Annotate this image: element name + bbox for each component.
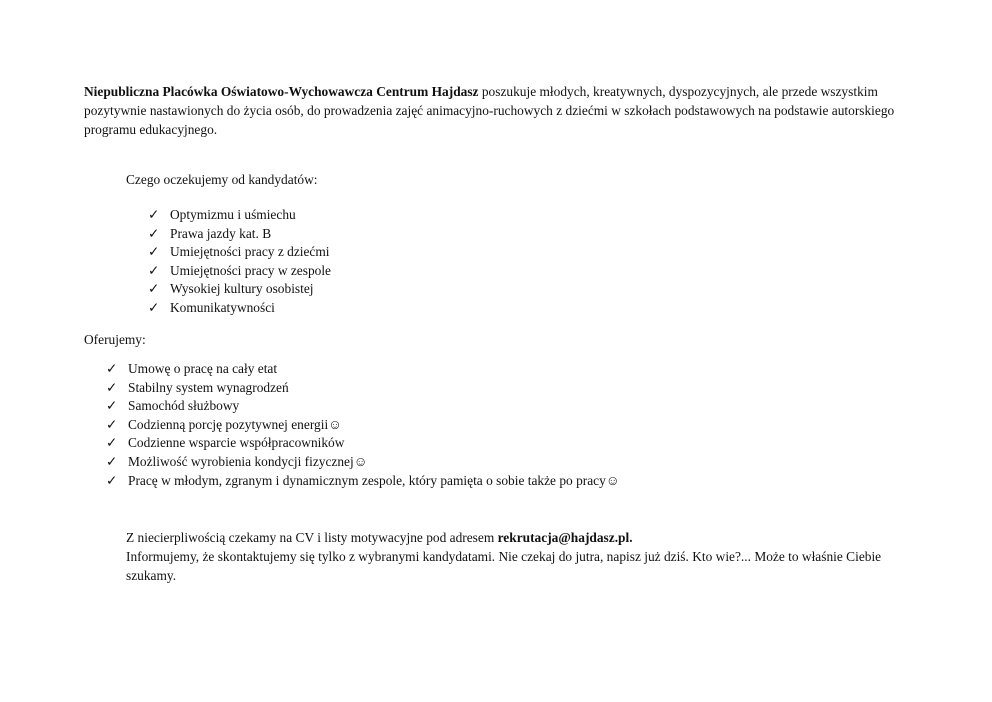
organization-name: Niepubliczna Placówka Oświatowo-Wychowawcza Centrum Hajdasz [84,84,479,99]
checkmark-icon: ✓ [148,225,160,241]
checkmark-icon: ✓ [106,435,118,451]
list-item-label: Umiejętności pracy w zespole [170,262,332,278]
list-item-label: Umiejętności pracy z dziećmi [170,244,330,260]
list-item-label: Komunikatywności [170,299,275,315]
list-item-label: Stabilny system wynagrodzeń [128,379,289,395]
list-item-label: Możliwość wyrobienia kondycji fizycznej☺ [128,453,368,469]
checkmark-icon: ✓ [148,244,160,260]
offer-heading: Oferujemy: [84,332,146,347]
list-item-label: Codzienną porcję pozytywnej energii☺ [128,416,342,432]
checkmark-icon: ✓ [106,379,118,395]
closing-text: Z niecierpliwością czekamy na CV i listy motywacyjne pod adresem [126,530,498,545]
list-item-label: Codzienne wsparcie współpracowników [128,435,345,451]
checkmark-icon: ✓ [148,281,160,297]
list-item-label: Pracę w młodym, zgranym i dynamicznym zespole, który pamięta o sobie także po pracy☺ [128,472,620,488]
list-item-label: Wysokiej kultury osobistej [170,281,314,297]
closing-paragraph [126,528,896,585]
checkmark-icon: ✓ [106,472,118,488]
intro-text: poszukuje młodych, kreatywnych, dyspozycyjnych, ale przede wszystkim pozytywnie nastawionych do życia osób, do prowadzenia zajęć animacyjno-ruchowych z dziećmi w szkołach podstawowych na podstawie autorskiego programu edukacyjnego. [84,84,895,137]
checkmark-icon: ✓ [148,262,160,278]
list-item-label: Optymizmu i uśmiechu [170,207,296,222]
email-address: rekrutacja@hajdasz.pl. [497,530,633,545]
list-item-label: Samochód służbowy [128,398,240,414]
intro-paragraph [84,82,914,139]
checkmark-icon: ✓ [106,453,118,469]
expectations-heading: Czego oczekujemy od kandydatów: [126,172,318,187]
closing-note: Informujemy, że skontaktujemy się tylko z wybranymi kandydatami. Nie czekaj do jutra, napisz już dziś. Kto wie?... Może to właśnie Ciebie szukamy. [126,549,882,583]
checkmark-icon: ✓ [106,398,118,414]
list-item-label: Prawa jazdy kat. B [170,225,272,241]
checkmark-icon: ✓ [148,207,160,222]
checkmark-icon: ✓ [106,361,118,376]
checkmark-icon: ✓ [106,416,118,432]
checkmark-icon: ✓ [148,299,160,315]
list-item-label: Umowę o pracę na cały etat [128,361,278,376]
